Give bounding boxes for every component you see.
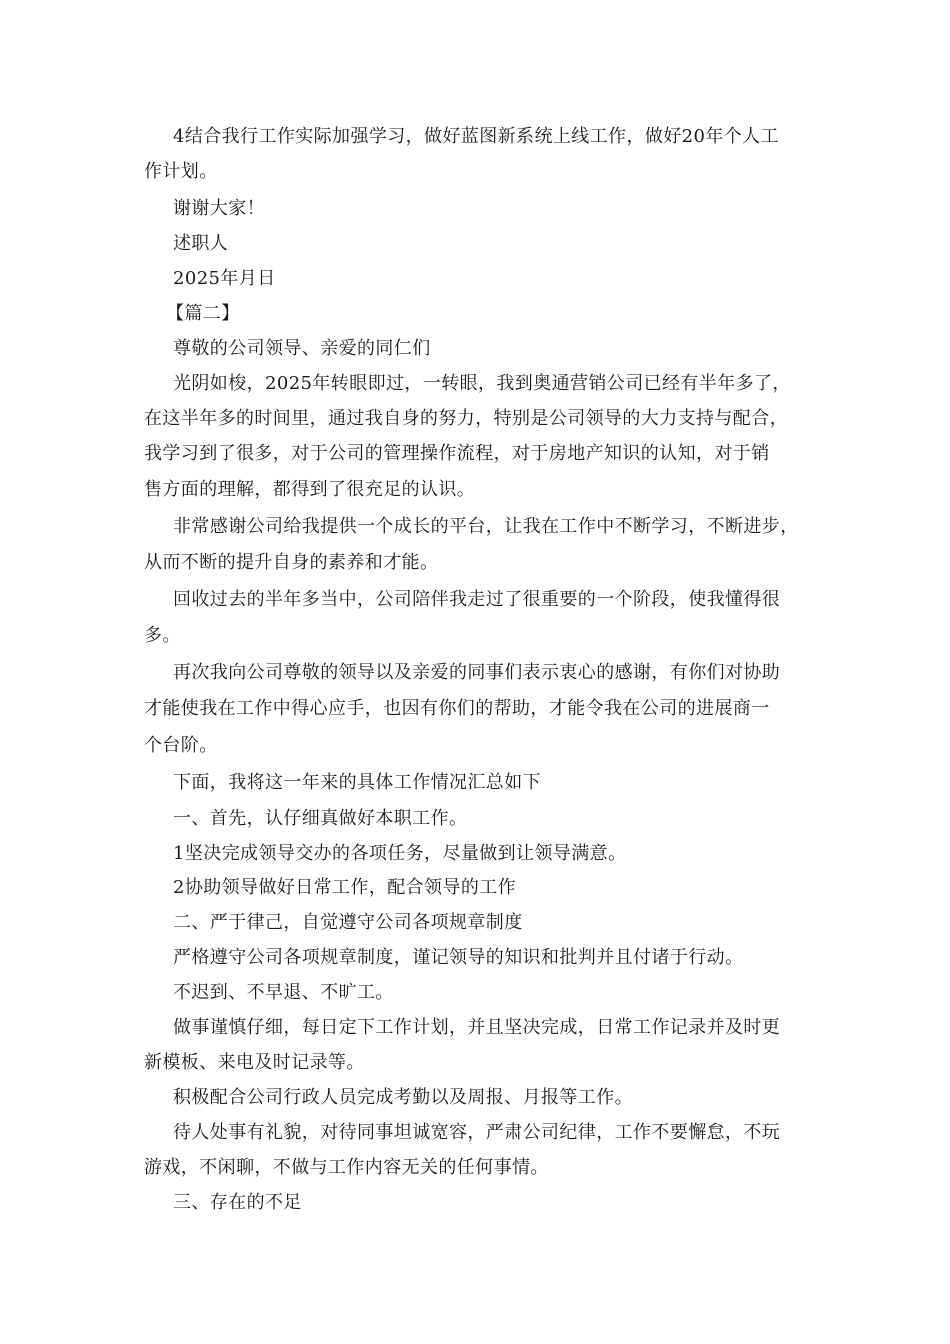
text-line: 谢谢大家！: [173, 198, 265, 219]
text-line: 游戏，不闲聊，不做与工作内容无关的任何事情。: [144, 1157, 549, 1178]
text-line: 才能使我在工作中得心应手，也因有你们的帮助，才能令我在公司的进展商一: [144, 698, 770, 719]
text-line: 积极配合公司行政人员完成考勤以及周报、月报等工作。: [173, 1087, 633, 1108]
text-line: 多。: [144, 625, 181, 646]
text-line: 新模板、来电及时记录等。: [144, 1052, 365, 1073]
text-line: 严格遵守公司各项规章制度，谨记领导的知识和批判并且付诸于行动。: [173, 947, 744, 968]
text-line: 2025年月日: [173, 268, 276, 289]
text-line: 光阴如梭，2025年转眼即过，一转眼，我到奥通营销公司已经有半年多了，: [173, 373, 791, 394]
text-line: 回收过去的半年多当中，公司陪伴我走过了很重要的一个阶段，使我懂得很: [173, 589, 781, 610]
text-line: 二、严于律己，自觉遵守公司各项规章制度: [173, 912, 523, 933]
text-line: 1坚决完成领导交办的各项任务，尽量做到让领导满意。: [173, 843, 627, 864]
text-line: 不迟到、不早退、不旷工。: [173, 982, 394, 1003]
text-line: 2协助领导做好日常工作，配合领导的工作: [173, 877, 517, 898]
text-line: 三、存在的不足: [173, 1192, 302, 1213]
text-line: 我学习到了很多，对于公司的管理操作流程，对于房地产知识的认知，对于销: [144, 443, 770, 464]
text-line: 在这半年多的时间里，通过我自身的努力，特别是公司领导的大力支持与配合，: [144, 408, 788, 429]
text-line: 做事谨慎仔细，每日定下工作计划，并且坚决完成，日常工作记录并及时更: [173, 1017, 781, 1038]
text-line: 待人处事有礼貌，对待同事坦诚宽容，严肃公司纪律，工作不要懈怠，不玩: [173, 1122, 781, 1143]
text-line: 下面，我将这一年来的具体工作情况汇总如下: [173, 772, 541, 793]
text-line: 从而不断的提升自身的素养和才能。: [144, 552, 439, 573]
text-line: 售方面的理解，都得到了很充足的认识。: [144, 479, 476, 500]
text-line: 个台阶。: [144, 735, 218, 756]
text-line: 作计划。: [144, 161, 218, 182]
text-line: 一、首先，认仔细真做好本职工作。: [173, 808, 468, 829]
text-line: 非常感谢公司给我提供一个成长的平台，让我在工作中不断学习，不断进步，: [173, 516, 799, 537]
text-line: 尊敬的公司领导、亲爱的同仁们: [173, 338, 431, 359]
text-line: 述职人: [173, 233, 229, 254]
text-line: 4结合我行工作实际加强学习，做好蓝图新系统上线工作，做好20年个人工: [173, 126, 779, 147]
text-line: 再次我向公司尊敬的领导以及亲爱的同事们表示衷心的感谢，有你们对协助: [173, 662, 781, 683]
section-heading: 【篇二】: [166, 303, 240, 324]
